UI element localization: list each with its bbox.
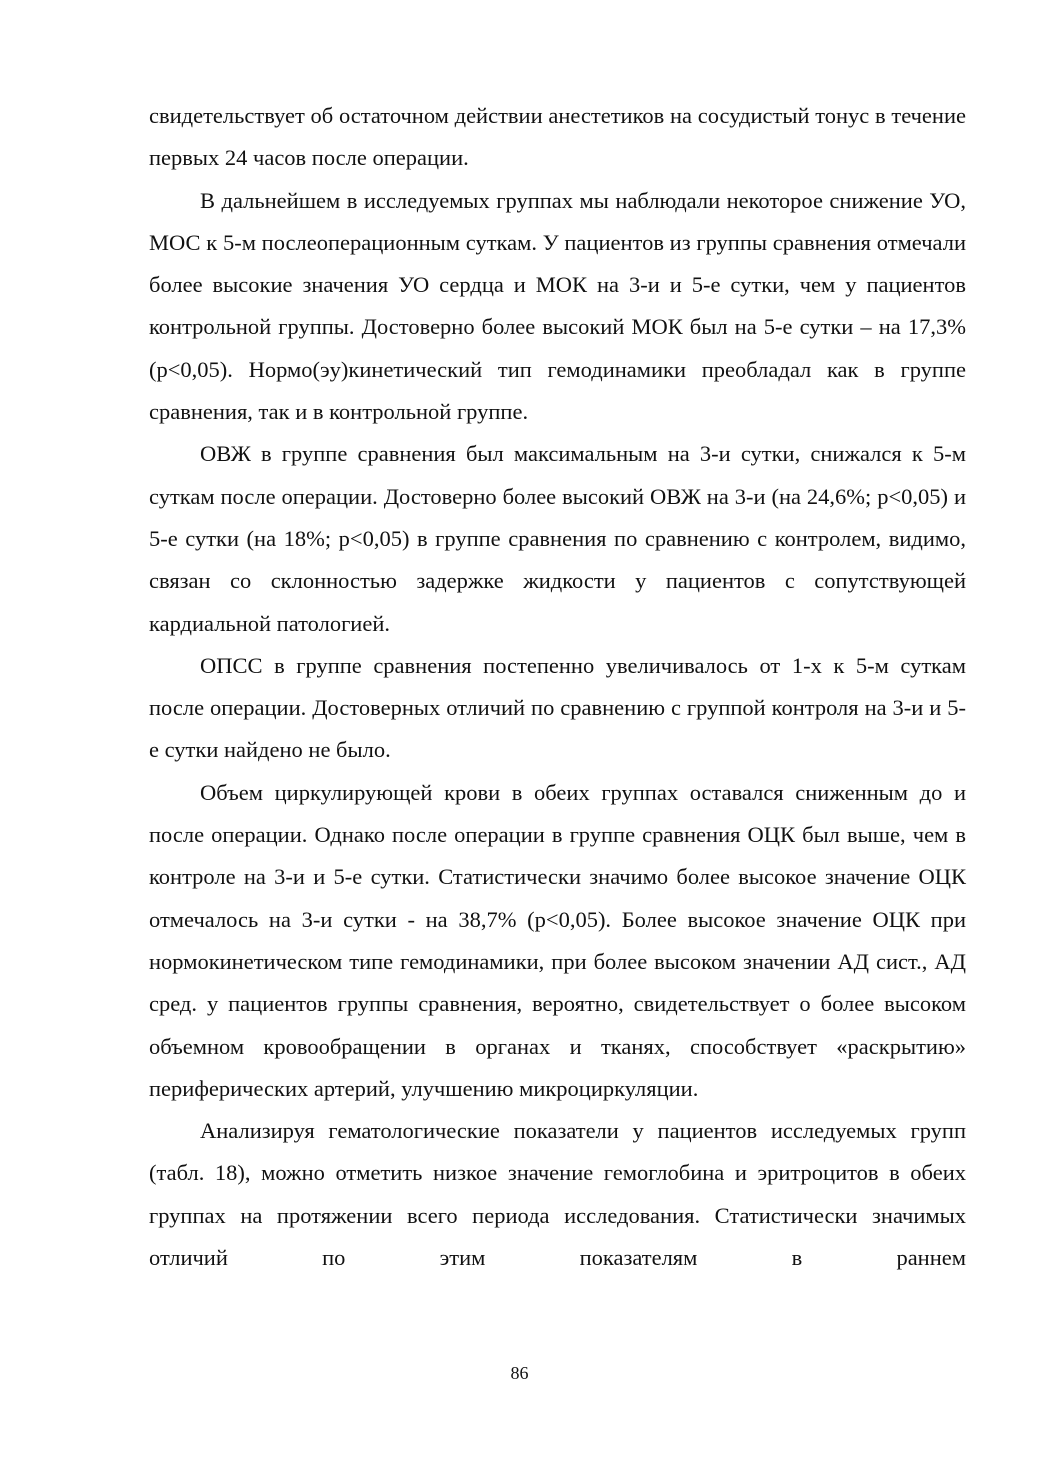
page-number: 86 [510, 1363, 529, 1383]
paragraph-stroke-volume: В дальнейшем в исследуемых группах мы наблюдали некоторое снижение УО, МОС к 5-м послеоперационным суткам. У пациентов из группы сравнения отмечали более высокие значения УО сердца и МОК на 3-и и 5-е сутки, чем у пациентов контрольной группы. Достоверно более высокий МОК был на 5-е сутки – на 17,3% (р<0,05). Нормо(эу)кинетический тип гемодинамики преобладал как в группе сравнения, так и в контрольной группе. [149, 187, 966, 425]
paragraph-hematology: Анализируя гематологические показатели у пациентов исследуемых групп (табл. 18), можно отметить низкое значение гемоглобина и эритроцитов в обеих группах на протяжении всего периода исследования. Статистически значимых отличий по этим показателям в раннем [149, 1118, 966, 1271]
paragraph-vascular-resistance: ОПСС в группе сравнения постепенно увеличивалось от 1-х к 5-м суткам после операции. Достоверных отличий по сравнению с группой контроля на 3-и и 5-е сутки найдено не было. [149, 652, 966, 763]
paragraph-blood-volume: Объем циркулирующей крови в обеих группах оставался сниженным до и после операции. Однако после операции в группе сравнения ОЦК был выше, чем в контроле на 3-и и 5-е сутки. Статистически значимо более высокое значение ОЦК отмечалось на 3-и сутки - на 38,7% (р<0,05). Более высокое значение ОЦК при нормокинетическом типе гемодинамики, при более высоком значении АД сист., АД сред. у пациентов группы сравнения, вероятно, свидетельствует о более высоком объемном кровообращении в органах и тканях, способствует «раскрытию» периферических артерий, улучшению микроциркуляции. [149, 779, 966, 1101]
paragraph-extracellular-water: ОВЖ в группе сравнения был максимальным на 3-и сутки, снижался к 5-м суткам после операции. Достоверно более высокий ОВЖ на 3-и (на 24,6%; р<0,05) и 5-е сутки (на 18%; р<0,05) в группе сравнения по сравнению с контролем, видимо, связан со склонностью задержке жидкости у пациентов с сопутствующей кардиальной патологией. [149, 441, 966, 636]
paragraph-continuation: свидетельствует об остаточном действии анестетиков на сосудистый тонус в течение первых 24 часов после операции. [149, 103, 966, 171]
document-page [149, 95, 966, 1279]
